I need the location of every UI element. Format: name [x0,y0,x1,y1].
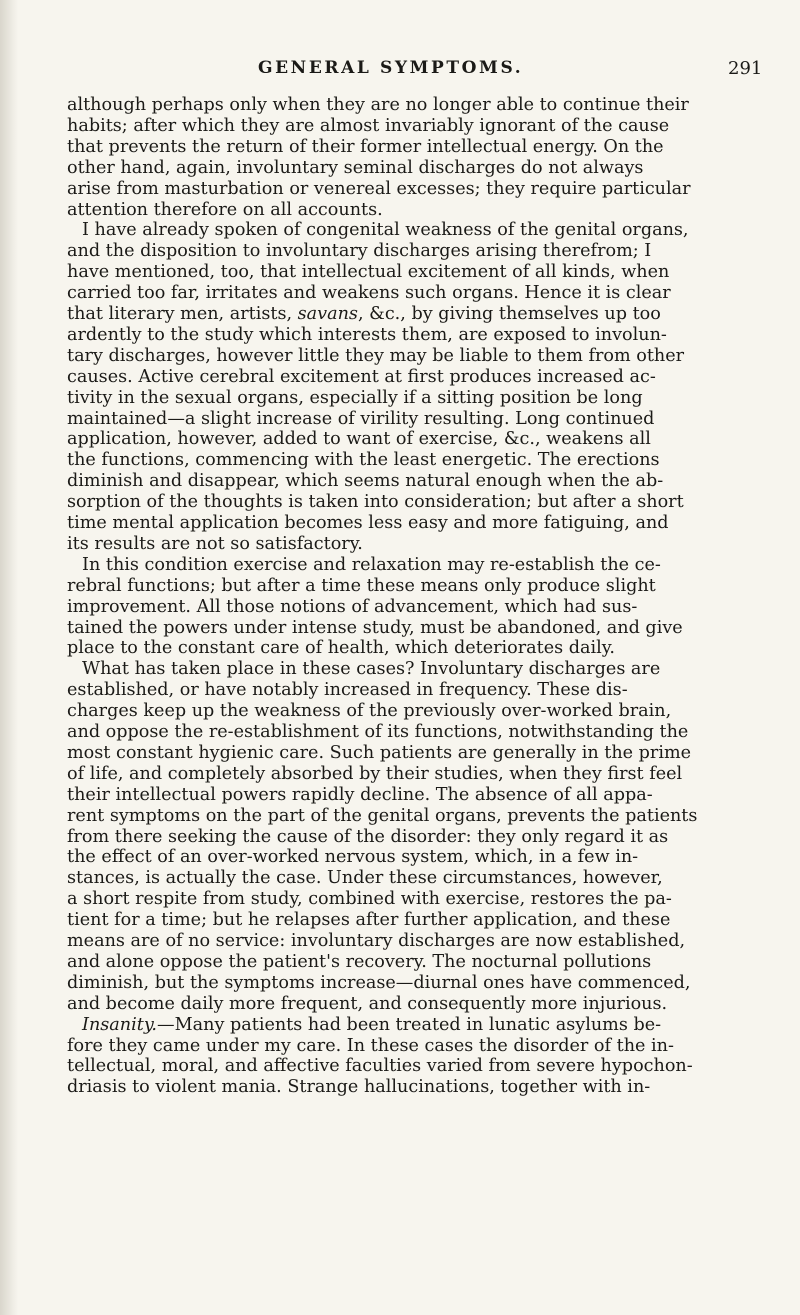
text-line: tellectual, moral, and affective faculties varied from severe hypochon- [67,1056,693,1077]
text-line: the effect of an over-worked nervous system, which, in a few in- [67,847,639,868]
text-line: and alone oppose the patient's recovery. The nocturnal pollutions [67,951,652,972]
text-line: rent symptoms on the part of the genital organs, prevents the patients [67,805,698,826]
text-line: and oppose the re-establishment of its functions, notwithstanding the [67,722,689,742]
text-line [67,304,661,326]
text-run: —Many patients had been treated in lunatic asylums be- [157,1014,662,1035]
text-line: a short respite from study, combined with exercise, restores the pa- [67,889,672,910]
text-line: place to the constant care of health, which deteriorates daily. [67,638,615,659]
text-line: causes. Active cerebral excitement at first produces increased ac- [67,366,656,387]
text-line: from there seeking the cause of the disorder: they only regard it as [67,826,669,847]
text-line: its results are not so satisfactory. [67,533,363,554]
text-line: have mentioned, too, that intellectual excitement of all kinds, when [67,262,670,283]
text-line: diminish and disappear, which seems natural enough when the ab- [67,471,664,492]
text-line: tary discharges, however little they may be liable to them from other [67,345,685,366]
text-line: maintained—a slight increase of virility resulting. Long continued [67,408,655,429]
text-line: most constant hygienic care. Such patients are generally in the prime [67,742,692,763]
text-run: , &c., by giving themselves up too [357,304,661,324]
text-line: that prevents the return of their former intellectual energy. On the [67,136,664,157]
text-line: stances, is actually the case. Under these circumstances, however, [67,868,663,889]
text-line: tivity in the sexual organs, especially if a sitting position be long [67,387,643,408]
text-line: carried too far, irritates and weakens such organs. Hence it is clear [67,283,671,304]
text-line: driasis to violent mania. Strange hallucinations, together with in- [67,1077,651,1098]
text-line: tient for a time; but he relapses after further application, and these [67,910,671,931]
paragraph-start-line: I have already spoken of congenital weakness of the genital organs, [82,220,689,241]
text-line: improvement. All those notions of advancement, which had sus- [67,596,638,617]
text-line: of life, and completely absorbed by their studies, when they first feel [67,763,683,784]
text-line: and the disposition to involuntary discharges arising therefrom; I [67,241,652,262]
text-line: charges keep up the weakness of the previously over-worked brain, [67,701,672,722]
text-line: other hand, again, involuntary seminal discharges do not always [67,157,644,178]
text-line: the functions, commencing with the least energetic. The erections [67,450,660,471]
text-line: sorption of the thoughts is taken into consideration; but after a short [67,492,684,513]
paragraph-start-line [82,1015,661,1037]
text-line: time mental application becomes less easy and more fatiguing, and [67,513,669,533]
text-line: habits; after which they are almost invariably ignorant of the cause [67,115,670,136]
paragraph-start-line: What has taken place in these cases? Involuntary discharges are [82,659,661,680]
text-line: although perhaps only when they are no longer able to continue their [67,95,689,115]
text-line: diminish, but the symptoms increase—diurnal ones have commenced, [67,972,691,993]
section-heading-insanity: Insanity. [82,1014,158,1035]
italic-term: savans [297,304,358,324]
running-title: GENERAL SYMPTOMS. [258,58,524,78]
text-line: ardently to the study which interests them, are exposed to involun- [67,324,667,345]
text-line: arise from masturbation or venereal excesses; they require particular [67,178,691,199]
text-line: and become daily more frequent, and consequently more injurious. [67,993,668,1014]
text-line: means are of no service: involuntary discharges are now established, [67,931,686,951]
text-line: rebral functions; but after a time these means only produce slight [67,575,656,596]
text-line: their intellectual powers rapidly decline. The absence of all appa- [67,784,653,805]
text-line: attention therefore on all accounts. [67,199,383,220]
page-edge-shadow [0,0,18,1315]
page-number: 291 [728,58,763,79]
text-line: established, or have notably increased in frequency. These dis- [67,680,628,701]
text-line: tained the powers under intense study, must be abandoned, and give [67,617,683,638]
text-line: fore they came under my care. In these cases the disorder of the in- [67,1035,674,1056]
paragraph-start-line: In this condition exercise and relaxation may re-establish the ce- [82,554,661,575]
text-line: application, however, added to want of exercise, &c., weakens all [67,429,651,450]
page-header [0,58,800,86]
text-run: that literary men, artists, [67,304,293,324]
